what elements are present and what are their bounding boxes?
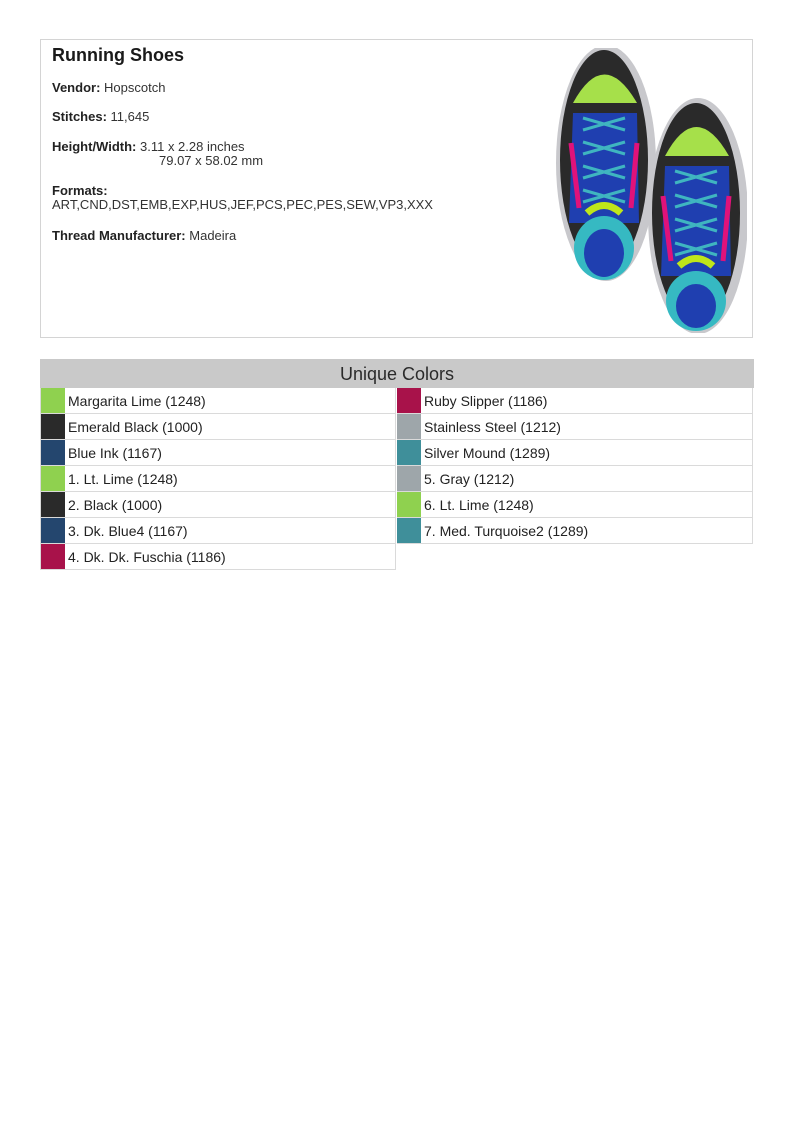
height-width-mm: 79.07 x 58.02 mm <box>159 153 264 168</box>
color-swatch <box>41 518 65 543</box>
colors-right-column <box>397 388 753 544</box>
color-row <box>397 440 753 466</box>
design-title: Running Shoes <box>52 45 184 65</box>
thread-label: Thread Manufacturer: <box>52 228 186 243</box>
color-swatch <box>41 466 65 491</box>
color-row <box>40 414 396 440</box>
height-width-field <box>52 139 264 168</box>
color-swatch <box>41 544 65 569</box>
stitches-field <box>52 110 149 124</box>
height-width-inches: 3.11 x 2.28 inches <box>140 139 245 154</box>
thread-value: Madeira <box>189 228 237 243</box>
unique-colors-table <box>40 359 754 608</box>
color-row <box>40 388 396 414</box>
color-label: 7. Med. Turquoise2 (1289) <box>424 523 589 539</box>
color-swatch <box>397 466 421 491</box>
color-label: 2. Black (1000) <box>68 497 163 513</box>
color-row <box>40 492 396 518</box>
color-label: Ruby Slipper (1186) <box>424 393 548 409</box>
color-row <box>40 518 396 544</box>
running-shoes-embroidery-image <box>551 48 747 333</box>
color-label: 5. Gray (1212) <box>424 471 515 487</box>
color-swatch <box>397 414 421 439</box>
thread-field <box>52 229 236 243</box>
color-row <box>397 466 753 492</box>
color-swatch <box>41 414 65 439</box>
color-label: Blue Ink (1167) <box>68 445 162 461</box>
color-row <box>40 440 396 466</box>
color-swatch <box>397 440 421 465</box>
color-label: Stainless Steel (1212) <box>424 419 561 435</box>
unique-colors-header: Unique Colors <box>40 359 754 388</box>
color-label: Silver Mound (1289) <box>424 445 551 461</box>
color-swatch <box>41 440 65 465</box>
formats-label: Formats: <box>52 183 108 198</box>
color-label: 6. Lt. Lime (1248) <box>424 497 534 513</box>
formats-field <box>52 184 433 212</box>
stitches-label: Stitches: <box>52 109 107 124</box>
color-row <box>40 544 396 570</box>
color-label: Emerald Black (1000) <box>68 419 203 435</box>
colors-left-column <box>40 388 396 570</box>
color-row <box>397 414 753 440</box>
color-label: 4. Dk. Dk. Fuschia (1186) <box>68 549 226 565</box>
color-row <box>40 466 396 492</box>
color-label: 3. Dk. Blue4 (1167) <box>68 523 188 539</box>
stitches-value: 11,645 <box>110 109 150 124</box>
height-width-label: Height/Width: <box>52 139 137 154</box>
right-shoe-graphic <box>648 98 747 333</box>
color-swatch <box>397 518 421 543</box>
color-row <box>397 518 753 544</box>
color-swatch <box>397 492 421 517</box>
vendor-value: Hopscotch <box>104 80 166 95</box>
left-shoe-graphic <box>556 48 656 281</box>
color-label: Margarita Lime (1248) <box>68 393 206 409</box>
color-row <box>397 492 753 518</box>
color-row <box>397 388 753 414</box>
formats-value: ART,CND,DST,EMB,EXP,HUS,JEF,PCS,PEC,PES,SEW,VP3,XXX <box>52 197 433 212</box>
color-label: 1. Lt. Lime (1248) <box>68 471 178 487</box>
design-info-panel <box>40 39 753 338</box>
color-swatch <box>41 492 65 517</box>
vendor-field <box>52 81 165 95</box>
color-swatch <box>41 388 65 413</box>
color-swatch <box>397 388 421 413</box>
vendor-label: Vendor: <box>52 80 101 95</box>
